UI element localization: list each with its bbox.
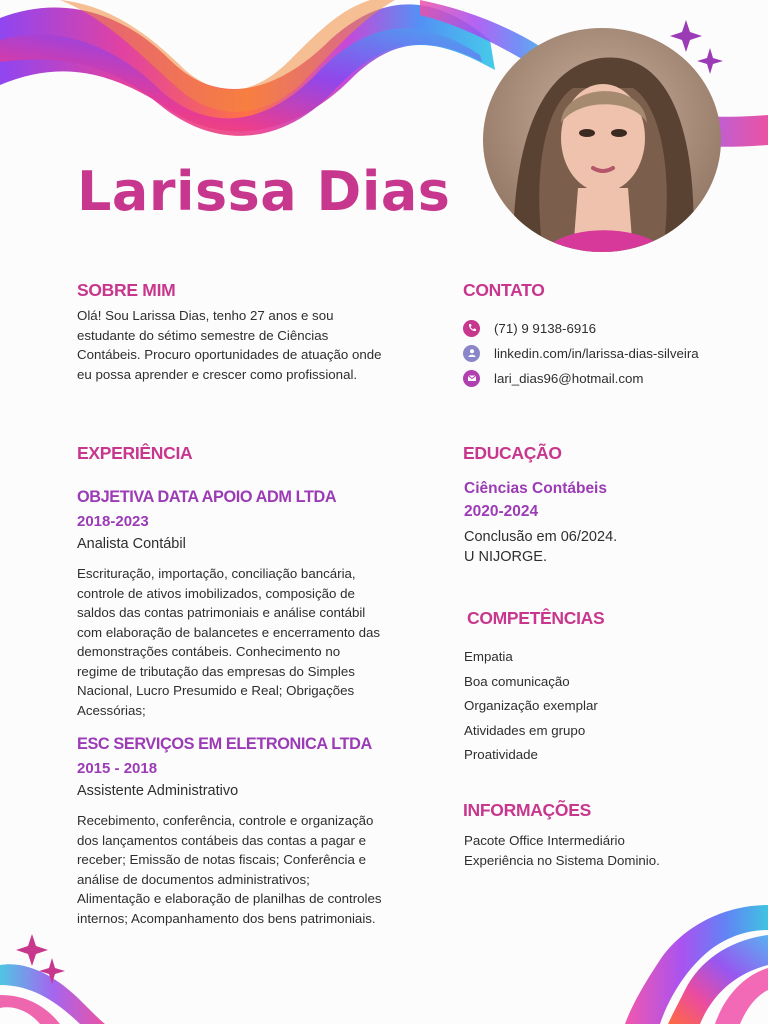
job-company: OBJETIVA DATA APOIO ADM LTDA — [77, 488, 337, 506]
page-title: Larissa Dias — [77, 160, 451, 223]
list-item: Boa comunicação — [464, 673, 570, 689]
user-icon — [463, 345, 480, 362]
list-item: Atividades em grupo — [464, 722, 586, 738]
job-company: ESC SERVIÇOS EM ELETRONICA LTDA — [77, 735, 372, 753]
education-details: Conclusão em 06/2024. U NIJORGE. — [464, 529, 618, 565]
education-period: 2020-2024 — [464, 503, 539, 520]
job-role: Assistente Administrativo — [77, 783, 239, 799]
contact-heading: CONTATO — [463, 280, 545, 300]
job-description: Recebimento, conferência, controle e organização dos lançamentos contábeis das contas a pagar e receber; Emissão de notas fiscais; Conferência e análise de documentos administrativos; Alimentação e elaboração de planilhas de controles internos; Acompanhamento dos bens patrimoniais. — [77, 813, 382, 926]
job-role: Analista Contábil — [77, 536, 186, 552]
contact-phone[interactable]: (71) 9 9138-6916 — [463, 319, 596, 337]
education-course: Ciências Contábeis — [464, 480, 607, 497]
avatar — [483, 28, 721, 252]
list-item: Organização exemplar — [464, 698, 598, 713]
skills-list — [464, 645, 598, 768]
job-period: 2018-2023 — [77, 513, 149, 530]
experience-heading: EXPERIÊNCIA — [77, 443, 193, 463]
info-text: Pacote Office Intermediário Experiência no Sistema Dominio. — [464, 833, 660, 868]
about-text: Olá! Sou Larissa Dias, tenho 27 anos e sou estudante do sétimo semestre de Ciências Contábeis. Procuro oportunidades de atuação onde eu possa aprender e crescer como profissional. — [77, 308, 382, 382]
contact-linkedin[interactable]: linkedin.com/in/larissa-dias-silveira — [463, 344, 699, 362]
skills-heading: COMPETÊNCIAS — [467, 608, 605, 628]
contact-email[interactable]: lari_dias96@hotmail.com — [463, 369, 644, 387]
list-item: Proatividade — [464, 747, 538, 762]
sparkle-icon — [14, 932, 74, 990]
list-item: Empatia — [464, 649, 513, 664]
job-description: Escrituração, importação, conciliação bancária, controle de ativos imobilizados, composição de saldos das contas patrimoniais e análise contábil com elaboração de balancetes e encerramento das demonstrações contábeis. Conhecimento no regime de tributação das empresas do Simples Nacional, Lucro Presumido e Real; Obrigações Acessórias; — [77, 566, 381, 718]
mail-icon — [463, 370, 480, 387]
phone-icon — [463, 320, 480, 337]
info-heading: INFORMAÇÕES — [463, 800, 591, 820]
education-heading: EDUCAÇÃO — [463, 443, 562, 463]
job-period: 2015 - 2018 — [77, 760, 158, 777]
about-heading: SOBRE MIM — [77, 280, 176, 300]
